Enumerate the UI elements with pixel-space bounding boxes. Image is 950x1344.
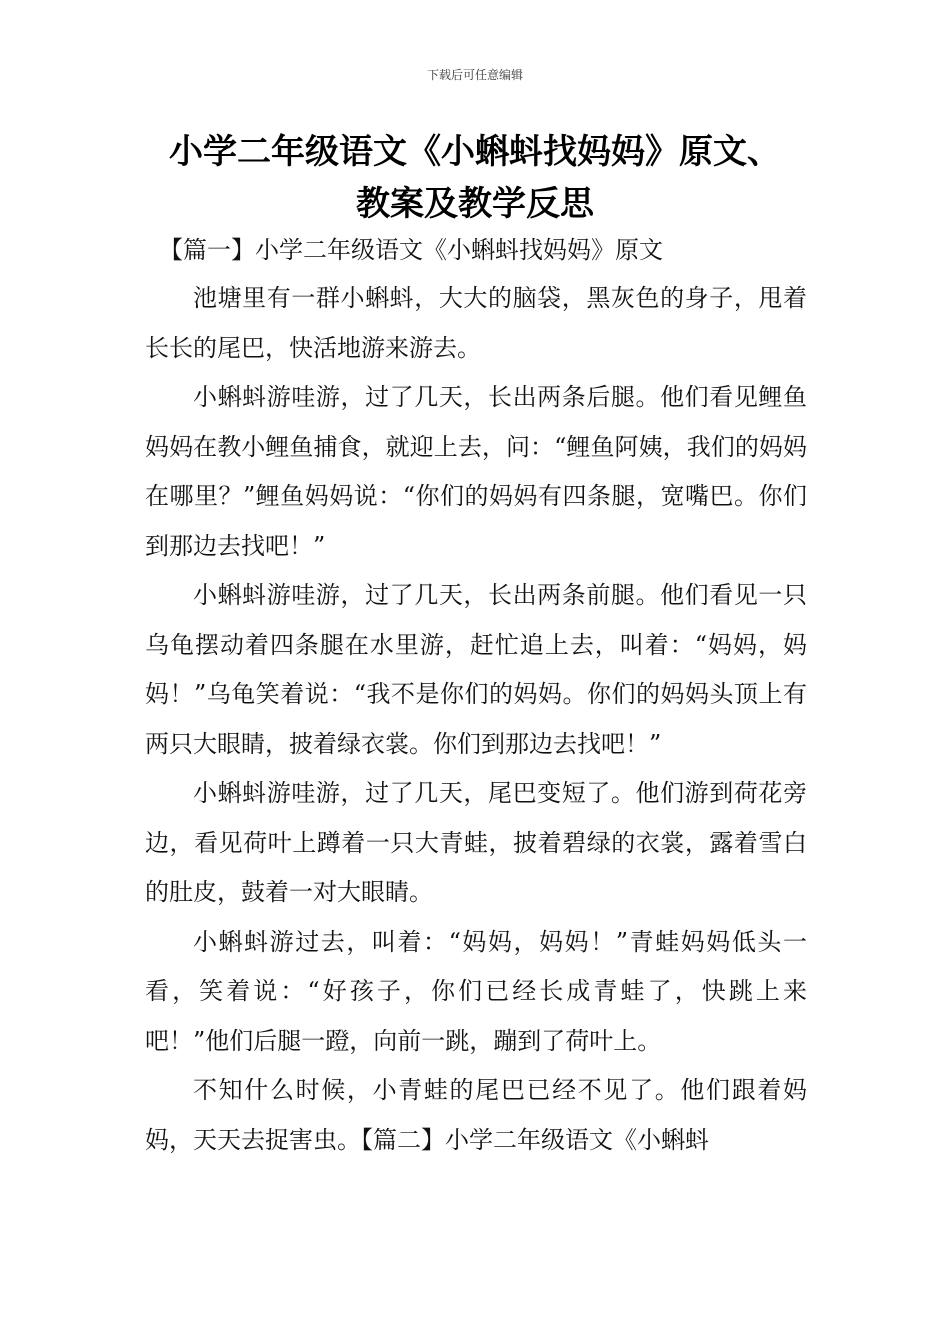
paragraph-3: 小蝌蚪游哇游，过了几天，长出两条前腿。他们看见一只乌龟摆动着四条腿在水里游，赶忙追上去，叫着：“妈妈，妈妈！”乌龟笑着说：“我不是你们的妈妈。你们的妈妈头顶上有两只大眼睛，披着绿衣裳。你们到那边去找吧！” [145, 581, 807, 758]
section-heading: 【篇一】小学二年级语文《小蝌蚪找妈妈》原文 [159, 236, 663, 264]
paragraph-5: 小蝌蚪游过去，叫着：“妈妈，妈妈！”青蛙妈妈低头一看，笑着说：“好孩子，你们已经长成青蛙了，快跳上来吧！”他们后腿一蹬，向前一跳，蹦到了荷叶上。 [145, 927, 807, 1055]
document-body [145, 226, 807, 1165]
title-line-1: 小学二年级语文《小蝌蚪找妈妈》原文、 [169, 132, 781, 172]
paragraph-6: 不知什么时候，小青蛙的尾巴已经不见了。他们跟着妈妈，天天去捉害虫。【篇二】小学二年级语文《小蝌蚪 [145, 1076, 807, 1154]
paragraph-1: 池塘里有一群小蝌蚪，大大的脑袋，黑灰色的身子，甩着长长的尾巴，快活地游来游去。 [145, 284, 807, 362]
paragraph-2: 小蝌蚪游哇游，过了几天，长出两条后腿。他们看见鲤鱼妈妈在教小鲤鱼捕食，就迎上去，问：“鲤鱼阿姨，我们的妈妈在哪里？”鲤鱼妈妈说：“你们的妈妈有四条腿，宽嘴巴。你们到那边去找吧！” [145, 383, 807, 560]
title-line-2: 教案及教学反思 [356, 184, 594, 224]
paragraph-4: 小蝌蚪游哇游，过了几天，尾巴变短了。他们游到荷花旁边，看见荷叶上蹲着一只大青蛙，披着碧绿的衣裳，露着雪白的肚皮，鼓着一对大眼睛。 [145, 779, 807, 906]
header-note: 下载后可任意编辑 [426, 68, 523, 82]
document-title [140, 126, 810, 230]
